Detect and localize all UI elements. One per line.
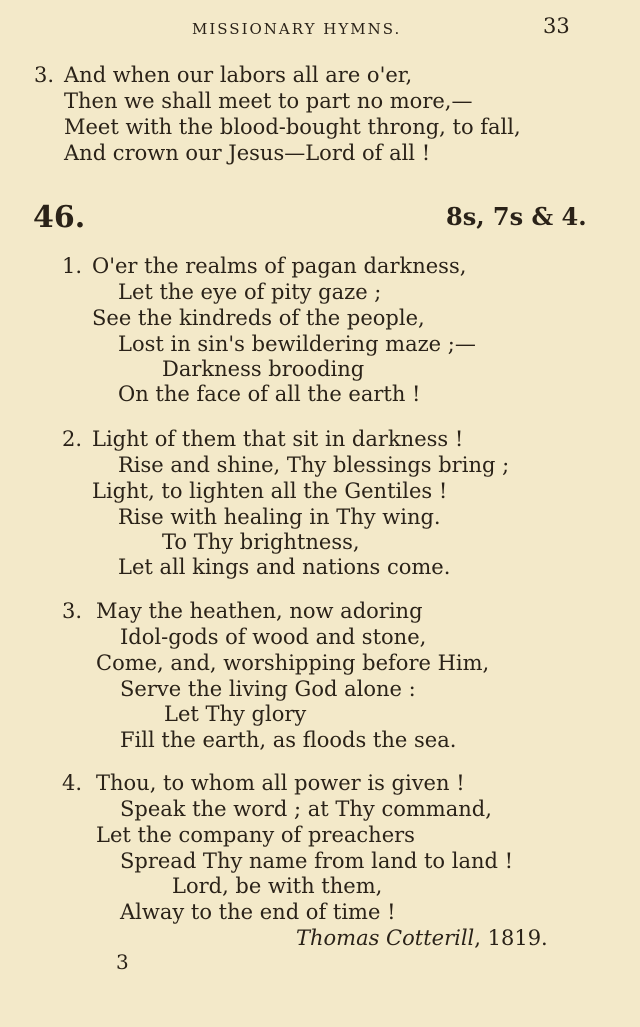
verse-line: Fill the earth, as floods the sea. <box>120 728 457 752</box>
stanza-number: 2. <box>62 427 83 451</box>
verse-line: On the face of all the earth ! <box>118 382 421 406</box>
stanza-number: 3. <box>62 599 83 623</box>
verse-line: Let the eye of pity gaze ; <box>118 280 382 304</box>
verse-line: And when our labors all are o'er, <box>64 63 413 87</box>
verse-line: Idol-gods of wood and stone, <box>120 625 427 649</box>
verse-line: To Thy brightness, <box>162 530 360 554</box>
verse-line: Speak the word ; at Thy command, <box>120 797 492 821</box>
verse-line: Lord, be with them, <box>172 874 383 898</box>
verse-line: Let all kings and nations come. <box>118 555 451 579</box>
verse-line: Lost in sin's bewildering maze ;— <box>118 332 476 356</box>
verse-line: Serve the living God alone : <box>120 677 416 701</box>
hymn-attribution <box>296 925 548 951</box>
stanza-number: 4. <box>62 771 83 795</box>
verse-line: Rise with healing in Thy wing. <box>118 505 441 529</box>
verse-line: Rise and shine, Thy blessings bring ; <box>118 453 510 477</box>
verse-line: Let the company of preachers <box>96 823 415 847</box>
verse-line: May the heathen, now adoring <box>96 599 423 623</box>
verse-line: Let Thy glory <box>164 702 307 726</box>
running-header: MISSIONARY HYMNS. <box>192 20 402 38</box>
verse-line: Darkness brooding <box>162 357 365 381</box>
page-number: 33 <box>543 14 570 38</box>
stanza-number: 3. <box>34 63 55 87</box>
verse-line: And crown our Jesus—Lord of all ! <box>64 141 431 165</box>
verse-line: See the kindreds of the people, <box>92 306 425 330</box>
verse-line: Light of them that sit in darkness ! <box>92 427 464 451</box>
verse-line: Alway to the end of time ! <box>120 900 396 924</box>
hymn-number: 46. <box>33 200 86 235</box>
verse-line: Thou, to whom all power is given ! <box>96 771 465 795</box>
verse-line: O'er the realms of pagan darkness, <box>92 254 467 278</box>
verse-line: Come, and, worshipping before Him, <box>96 651 490 675</box>
verse-line: Meet with the blood-bought throng, to fall, <box>64 115 521 139</box>
verse-line: Then we shall meet to part no more,— <box>64 89 473 113</box>
author-year: , 1819. <box>474 926 548 950</box>
stanza-number: 1. <box>62 254 83 278</box>
signature-mark: 3 <box>116 950 129 974</box>
author-name: Thomas Cotterill <box>296 926 475 950</box>
verse-line: Light, to lighten all the Gentiles ! <box>92 479 448 503</box>
verse-line: Spread Thy name from land to land ! <box>120 849 514 873</box>
hymn-meter: 8s, 7s & 4. <box>446 202 587 231</box>
